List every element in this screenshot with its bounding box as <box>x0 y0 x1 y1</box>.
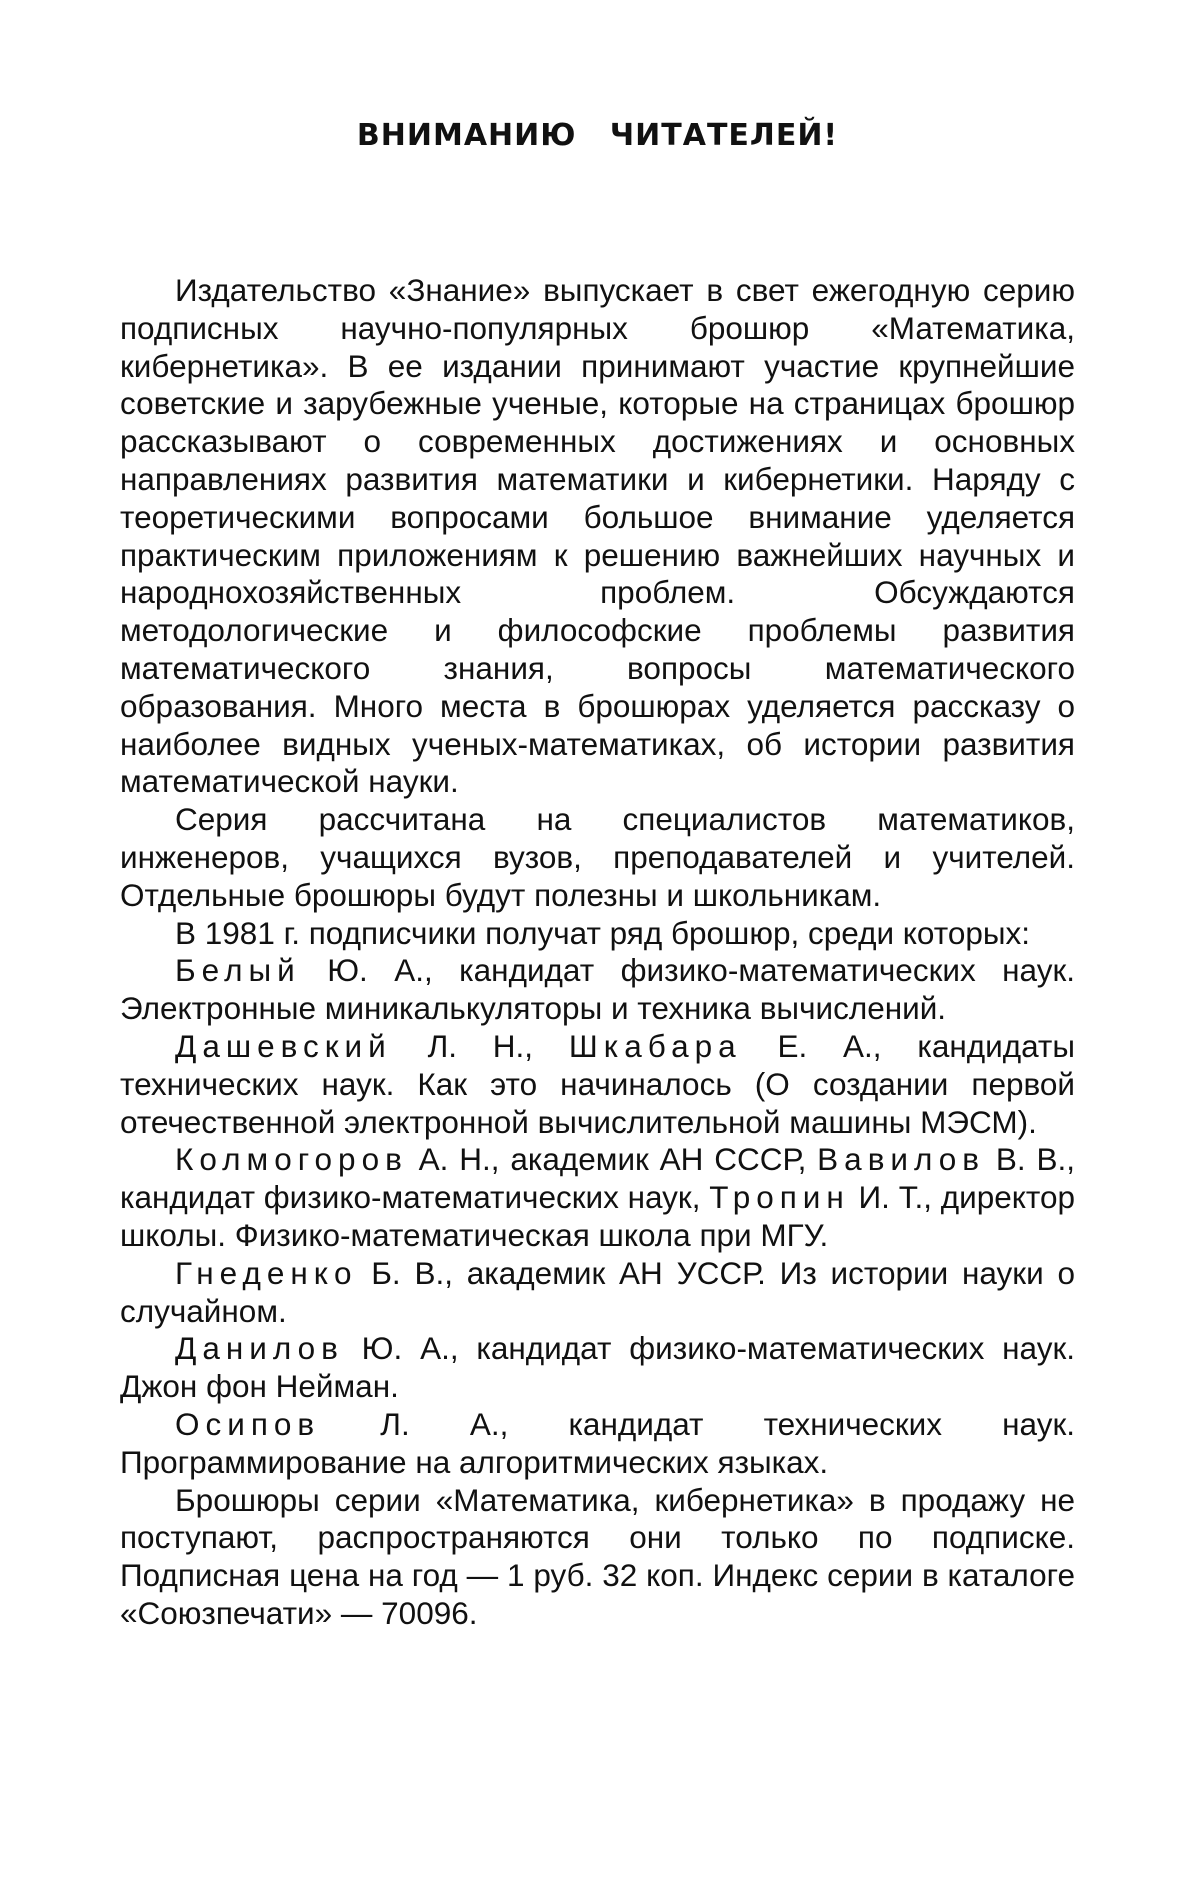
book-author: Осипов <box>175 1405 321 1442</box>
book-title: Электронные миникалькуляторы и техника вычислений. <box>120 990 947 1027</box>
book-title: Джон фон Нейман. <box>120 1368 399 1405</box>
book-author: Вавилов <box>817 1141 986 1178</box>
book-author-details: Ю. А., кандидат физико-математических наук. <box>300 952 1075 989</box>
book-entry <box>120 1406 1075 1482</box>
book-title: Из истории науки о случайном. <box>120 1254 1075 1329</box>
intro-paragraph: Издательство «Знание» выпускает в свет ежегодную серию подписных научно-популярных брошюр «Математика, кибернетика». В ее издании принимают участие крупнейшие советские и зарубежные ученые, которые на страницах брошюр рассказывают о современных достижениях и основных направлениях развития математики и кибернетики. Наряду с теоретическими вопросами большое внимание уделяется практическим приложениям к решению важнейших научных и народнохозяйственных проблем. Обсуждаются методологические и философские проблемы развития математического знания, вопросы математического образования. Много места в брошюрах уделяется рассказу о наиболее видных ученых-математиках, об истории развития математической науки. <box>120 272 1075 800</box>
closing-paragraph: Брошюры серии «Математика, кибернетика» в продажу не поступают, распространяются они только по подписке. Подписная цена на год — 1 руб. 32 коп. Индекс серии в каталоге «Союзпечати» — 70096. <box>120 1481 1075 1631</box>
subscribers-paragraph: В 1981 г. подписчики получат ряд брошюр, среди которых: <box>175 914 1031 951</box>
book-author-details: Л. Н., <box>391 1027 569 1064</box>
book-title: Программирование на алгоритмических языках. <box>120 1443 829 1480</box>
book-author-details: В. В., кандидат физико-математических наук, <box>120 1141 1075 1216</box>
page <box>120 0 1075 1903</box>
book-author: Данилов <box>175 1330 344 1367</box>
book-author: Гнеденко <box>175 1254 358 1291</box>
book-author: Белый <box>175 952 301 989</box>
book-entry <box>120 1141 1075 1254</box>
book-author-details: Е. А., кандидаты технических наук. <box>120 1027 1076 1102</box>
body-text <box>120 272 1075 1633</box>
book-entry <box>120 1028 1075 1141</box>
book-author-details: Ю. А., кандидат физико-математических наук. <box>343 1330 1075 1367</box>
book-author-details: И. Т., директор школы. <box>120 1179 1075 1253</box>
book-author-details: Л. А., кандидат технических наук. <box>320 1405 1075 1442</box>
book-author-details: А. Н., академик АН СССР, <box>407 1141 818 1178</box>
book-entry <box>120 1330 1075 1406</box>
page-title: ВНИМАНИЮ ЧИТАТЕЛЕЙ! <box>356 118 839 153</box>
book-title: Физико-математическая школа при МГУ. <box>226 1216 829 1253</box>
book-author: Дашевский <box>175 1027 392 1064</box>
book-author: Тропин <box>709 1179 850 1216</box>
book-entry <box>120 1255 1075 1331</box>
book-author-details: Б. В., академик АН УССР. <box>357 1254 766 1291</box>
book-author: Шкабара <box>568 1027 742 1064</box>
book-author: Колмогоров <box>175 1141 408 1178</box>
audience-paragraph: Серия рассчитана на специалистов математиков, инженеров, учащихся вузов, преподавателей и учителей. Отдельные брошюры будут полезны и школьникам. <box>120 801 1075 913</box>
book-title: Как это начиналось (О создании первой отечественной электронной вычислительной машины МЭСМ). <box>120 1065 1075 1140</box>
book-entry <box>120 952 1075 1028</box>
